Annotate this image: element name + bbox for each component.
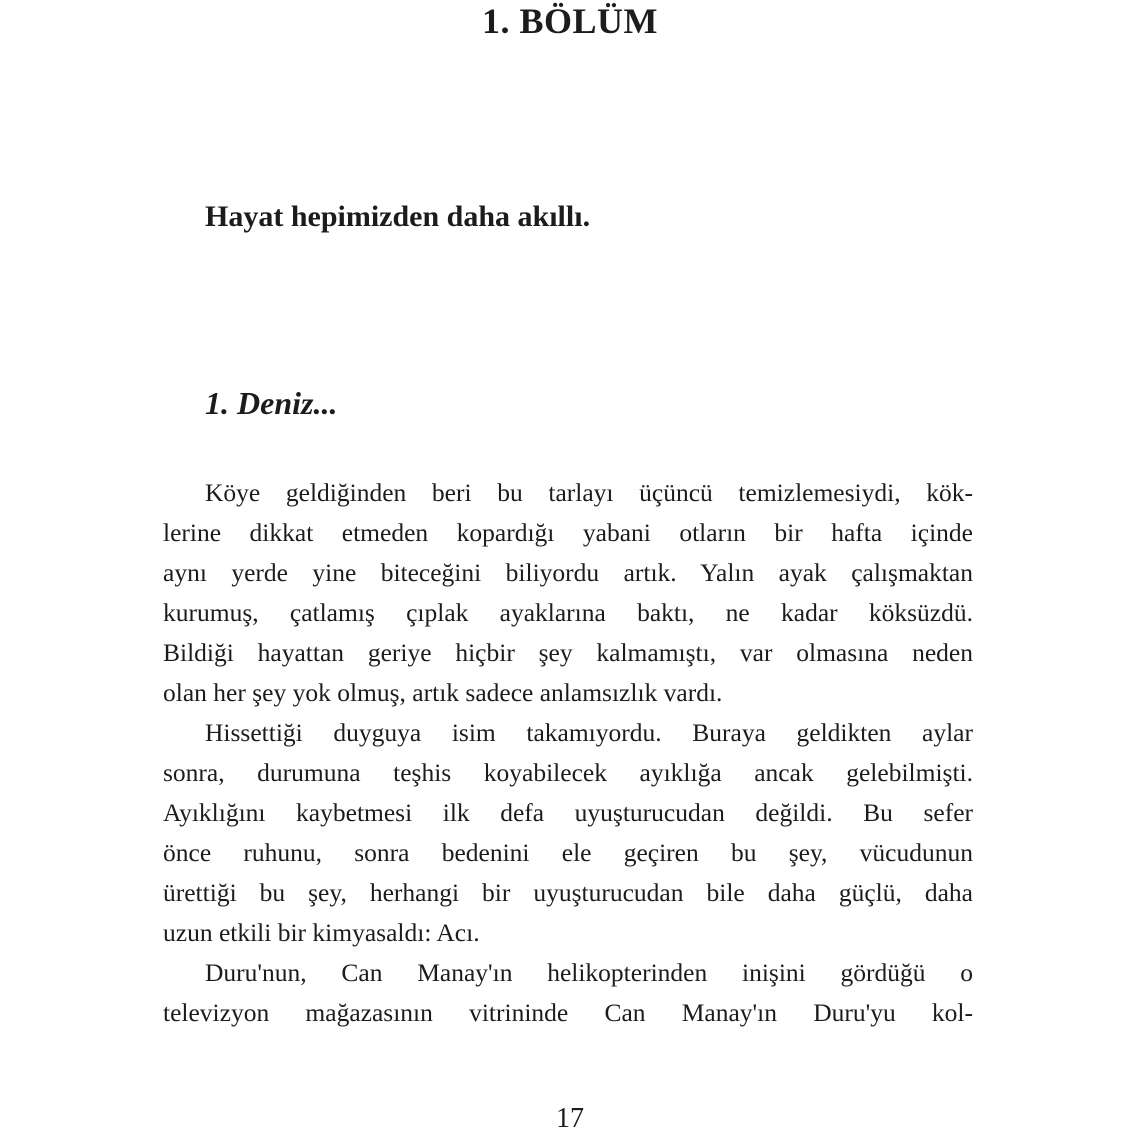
body-line: Hissettiği duyguya isim takamıyordu. Buraya geldikten aylar	[205, 718, 973, 747]
body-line: lerine dikkat etmeden kopardığı yabani otların bir hafta içinde	[163, 518, 973, 547]
body-line: aynı yerde yine biteceğini biliyordu artık. Yalın ayak çalışmaktan	[163, 558, 973, 587]
body-line: televizyon mağazasının vitrininde Can Manay'ın Duru'yu kol-	[163, 998, 973, 1027]
body-line: Köye geldiğinden beri bu tarlayı üçüncü temizlemesiydi, kök-	[205, 478, 973, 507]
body-line: kurumuş, çatlamış çıplak ayaklarına baktı, ne kadar köksüzdü.	[163, 598, 973, 627]
body-line: Ayıklığını kaybetmesi ilk defa uyuşturucudan değildi. Bu sefer	[163, 798, 973, 827]
chapter-heading: 1. BÖLÜM	[481, 1, 658, 41]
body-line: sonra, durumuna teşhis koyabilecek ayıklığa ancak gelebilmişti.	[163, 758, 973, 787]
body-line: olan her şey yok olmuş, artık sadece anlamsızlık vardı.	[163, 678, 723, 707]
page-number: 17	[556, 1103, 584, 1134]
section-heading: 1. Deniz...	[205, 385, 338, 421]
body-text	[163, 473, 973, 1033]
body-line: Bildiği hayattan geriye hiçbir şey kalmamıştı, var olmasına neden	[163, 638, 973, 667]
body-line: uzun etkili bir kimyasaldı: Acı.	[163, 918, 480, 947]
body-line: önce ruhunu, sonra bedenini ele geçiren bu şey, vücudunun	[163, 838, 973, 867]
body-line: ürettiği bu şey, herhangi bir uyuşturucudan bile daha güçlü, daha	[163, 878, 973, 907]
body-line: Duru'nun, Can Manay'ın helikopterinden inişini gördüğü o	[205, 958, 973, 987]
epigraph: Hayat hepimizden daha akıllı.	[205, 200, 591, 233]
